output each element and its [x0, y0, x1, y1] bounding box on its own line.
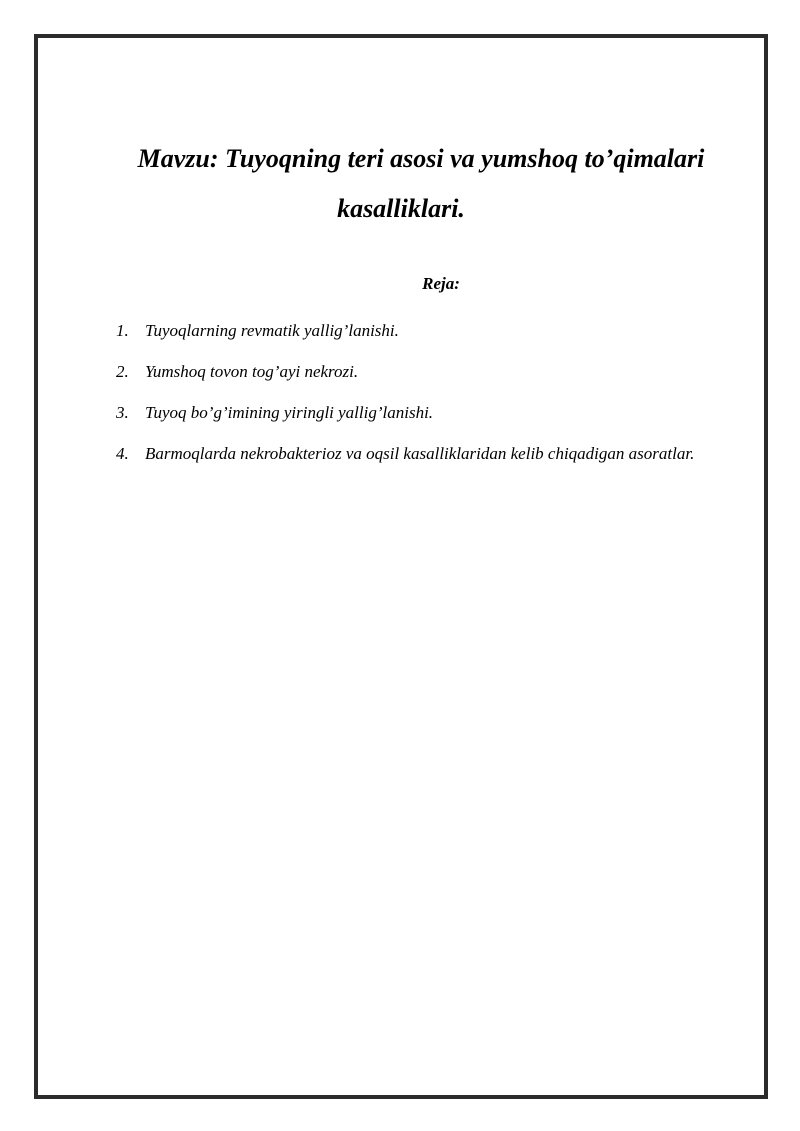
- document-title: [38, 134, 764, 234]
- plan-item-text: Yumshoq tovon tog’ayi nekrozi.: [145, 362, 359, 381]
- title-line-2: kasalliklari.: [337, 194, 465, 223]
- plan-heading: Reja:: [422, 274, 460, 293]
- plan-item-2: [116, 355, 744, 388]
- plan-list: [116, 314, 744, 478]
- plan-item-number: 4.: [116, 444, 129, 463]
- plan-item-text: Tuyoq bo’g’imining yiringli yallig’lanishi.: [145, 403, 434, 422]
- plan-item-3: [116, 396, 744, 429]
- plan-item-4: [116, 437, 744, 470]
- page-border-frame: [34, 34, 768, 1099]
- plan-item-number: 3.: [116, 403, 129, 422]
- plan-item-number: 2.: [116, 362, 129, 381]
- title-line-1: Mavzu: Tuyoqning teri asosi va yumshoq to’qimalari: [137, 144, 705, 173]
- plan-item-1: [116, 314, 744, 347]
- plan-item-number: 1.: [116, 321, 129, 340]
- plan-item-text: Tuyoqlarning revmatik yallig’lanishi.: [145, 321, 399, 340]
- plan-item-text: Barmoqlarda nekrobakterioz va oqsil kasalliklaridan kelib chiqadigan asoratlar.: [145, 444, 695, 463]
